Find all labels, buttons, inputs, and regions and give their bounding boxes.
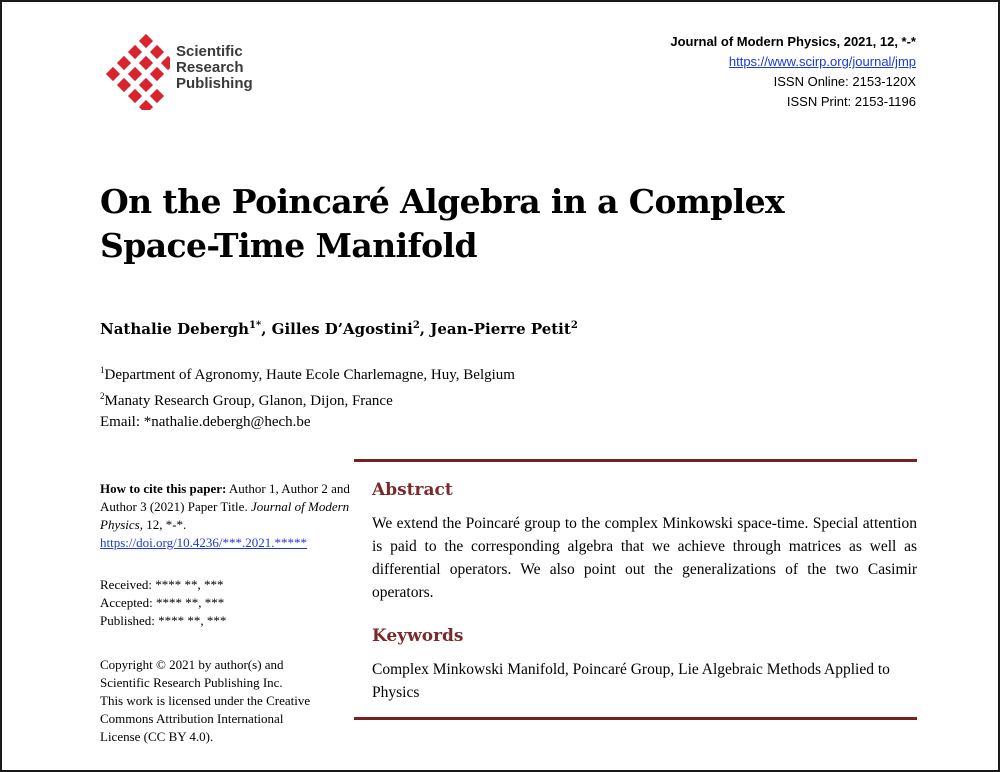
copyright-line: Scientific Research Publishing Inc. — [100, 675, 283, 690]
accepted-date: Accepted: **** **, *** — [100, 595, 225, 610]
journal-info — [670, 32, 916, 112]
affiliation-text: Department of Agronomy, Haute Ecole Charlemagne, Huy, Belgium — [104, 367, 515, 383]
doi-link[interactable]: https://doi.org/10.4236/***.2021.***** — [100, 535, 308, 550]
author-affiliation-mark: 1* — [249, 320, 262, 331]
logo-diamond — [106, 67, 120, 81]
author-affiliation-mark: 2 — [412, 320, 420, 331]
author-separator: , — [261, 320, 272, 338]
abstract-top-rule — [354, 459, 917, 462]
abstract-bottom-rule — [354, 717, 917, 720]
copyright-line: License (CC BY 4.0). — [100, 729, 214, 744]
affiliation-mark: 1 — [100, 365, 105, 375]
abstract-text: We extend the Poincaré group to the complex Minkowski space-time. Special attention is paid to the corresponding algebra that we achieve through matrices as well as differential operators. We also point out the generalizations of the two Casimir operators. — [372, 515, 917, 601]
logo-diamond — [161, 56, 170, 70]
logo-diamond — [150, 45, 164, 59]
logo-diamond — [128, 67, 142, 81]
journal-url-link[interactable]: https://www.scirp.org/journal/jmp — [728, 54, 916, 69]
logo-diamond — [117, 78, 131, 92]
keywords-heading: Keywords — [372, 626, 464, 646]
publisher-name-line: Scientific — [176, 43, 243, 60]
logo-diamond — [128, 45, 142, 59]
cite-tail: , 12, *-*. — [139, 517, 187, 532]
copyright-line: This work is licensed under the Creative — [100, 693, 311, 708]
journal-citation: Journal of Modern Physics, 2021, 12, *-* — [670, 34, 916, 49]
affiliation-item — [100, 360, 515, 386]
logo-diamond — [139, 34, 153, 48]
abstract-heading: Abstract — [372, 480, 453, 500]
author-list — [100, 320, 578, 338]
author-affiliation-mark: 2 — [570, 320, 578, 331]
issn-print: ISSN Print: 2153-1196 — [786, 94, 916, 109]
publisher-name-line: Research — [176, 59, 244, 76]
email-line: Email: *nathalie.debergh@hech.be — [100, 414, 311, 430]
issn-online: ISSN Online: 2153-120X — [773, 74, 916, 89]
publisher-name — [176, 44, 253, 92]
copyright-line: Copyright © 2021 by author(s) and — [100, 657, 284, 672]
cite-text: Author 1, Author 2 and Author 3 (2021) Paper Title. — [100, 481, 350, 514]
article-dates — [100, 576, 355, 630]
cite-journal: Journal of Modern Physics — [100, 499, 350, 532]
logo-diamond — [128, 89, 142, 103]
author-name: Gilles D’Agostini — [271, 320, 413, 338]
paper-title — [100, 180, 820, 268]
logo-diamond — [150, 67, 164, 81]
logo-diamond — [139, 78, 153, 92]
copyright-notice — [100, 656, 355, 746]
received-date: Received: **** **, *** — [100, 577, 224, 592]
how-to-cite — [100, 480, 355, 552]
author-name: Jean-Pierre Petit — [430, 320, 571, 338]
paper-title-line: Space-Time Manifold — [100, 226, 477, 265]
keywords-text: Complex Minkowski Manifold, Poincaré Group, Lie Algebraic Methods Applied to Physics — [372, 661, 890, 701]
logo-diamond — [139, 56, 153, 70]
author-separator: , — [419, 320, 431, 338]
publisher-logo — [102, 32, 272, 110]
diamond-cluster-logo-icon — [102, 32, 170, 110]
affiliation-item — [100, 386, 515, 412]
article-sidebar — [100, 480, 355, 746]
copyright-line: Commons Attribution International — [100, 711, 284, 726]
logo-diamond — [150, 89, 164, 103]
logo-diamond — [117, 56, 131, 70]
paper-title-line: On the Poincaré Algebra in a Complex — [100, 182, 785, 221]
affiliation-mark: 2 — [100, 391, 105, 401]
affiliations — [100, 360, 515, 433]
affiliation-text: Manaty Research Group, Glanon, Dijon, France — [104, 393, 393, 409]
published-date: Published: **** **, *** — [100, 613, 227, 628]
logo-diamond — [139, 100, 153, 110]
cite-label: How to cite this paper: — [100, 481, 227, 496]
author-name: Nathalie Debergh — [100, 320, 250, 338]
publisher-name-line: Publishing — [176, 75, 253, 92]
